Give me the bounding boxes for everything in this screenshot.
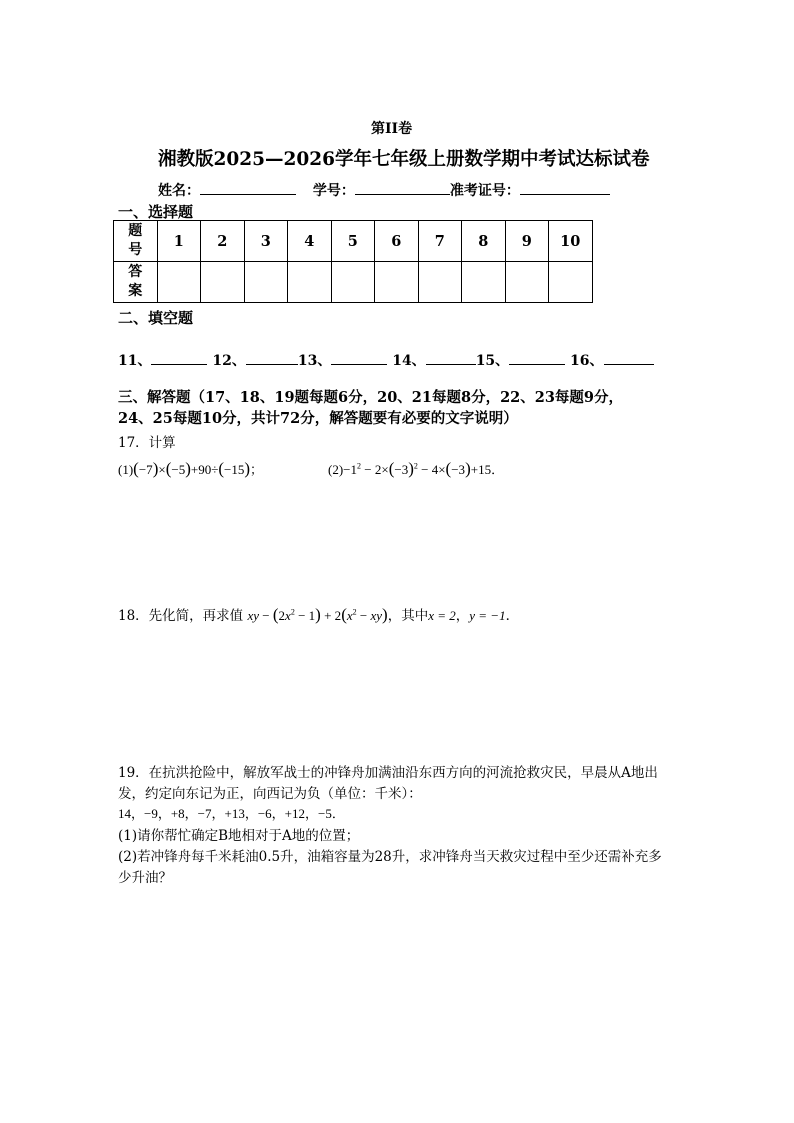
blank-field-11[interactable] (151, 350, 207, 365)
question-19-part-2-line-1: (2)若冲锋舟每千米耗油0.5升，油箱容量为28升，求冲锋舟当天救灾过程中至少还需补充多 (118, 849, 662, 865)
question-number-cell: 9 (505, 221, 549, 262)
question-18: 18．先化简，再求值 xy − $(2x^2 - 1) + 2(x^2 - xy)$，其中x = 2，y = −1． (118, 605, 520, 624)
question-19-line-2: 发，约定向东记为正，向西记为负（单位：千米）： (118, 786, 422, 802)
answer-cell[interactable] (505, 262, 549, 303)
question-17-label: 17．计算 (118, 435, 176, 451)
blank-field-12[interactable] (246, 350, 298, 365)
blank-label-15: 15、 (475, 353, 510, 369)
question-18-prefix: 18．先化简，再求值 (118, 608, 244, 624)
student-id-label: 学号： (312, 183, 355, 199)
blank-field-13[interactable] (331, 350, 387, 365)
blank-field-14[interactable] (426, 350, 476, 365)
ticket-label: 准考证号： (449, 183, 520, 199)
question-number-cell: 1 (157, 221, 201, 262)
section-2-title: 二、填空题 (118, 309, 194, 327)
x-value: x = 2 (428, 608, 456, 623)
answer-cell[interactable] (331, 262, 375, 303)
question-number-cell: 4 (288, 221, 332, 262)
question-number-cell: 6 (375, 221, 419, 262)
blank-label-14: 14、 (392, 353, 426, 369)
page-title: 湘教版2025—2026学年七年级上册数学期中考试达标试卷 (158, 149, 650, 170)
answer-cell[interactable] (375, 262, 419, 303)
blank-label-12: 12、 (212, 353, 246, 369)
volume-label: 第II卷 (371, 121, 413, 137)
answer-cell[interactable] (201, 262, 245, 303)
blank-label-13: 13、 (297, 353, 332, 369)
question-number-cell: 3 (244, 221, 288, 262)
section-3-title-line-2: 24、25每题10分，共计72分，解答题要有必要的文字说明） (118, 410, 518, 427)
name-label: 姓名： (158, 183, 200, 199)
table-row (114, 221, 593, 262)
answer-cell[interactable] (462, 262, 506, 303)
question-19-part-1: (1)请你帮忙确定B地相对于A地的位置； (118, 828, 360, 844)
question-19-line-1: 19．在抗洪抢险中，解放军战士的冲锋舟加满油沿东西方向的河流抢救灾民，早晨从A地出 (118, 765, 658, 781)
blank-label-11: 11、 (118, 353, 152, 369)
answer-cell[interactable] (157, 262, 201, 303)
table-row (114, 262, 593, 303)
y-value: y = −1 (469, 608, 506, 623)
question-number-cell: 7 (418, 221, 462, 262)
blank-label-16: 16、 (570, 353, 604, 369)
fill-blank-row (118, 350, 654, 370)
student-info-row (158, 180, 610, 200)
answer-cell[interactable] (549, 262, 593, 303)
answer-cell[interactable] (418, 262, 462, 303)
question-19-data: 14，−9，+8，−7，+13，−6，+12，−5． (118, 806, 345, 821)
question-17-part-2: $(2)-1^2 - 2\times(-3)^2 - 4\times(-3)+15$． (328, 459, 505, 478)
question-number-header: 题号 (114, 221, 158, 262)
question-number-cell: 5 (331, 221, 375, 262)
question-18-expression: xy − $(2x^2 - 1) + 2(x^2 - xy)$ (247, 605, 388, 624)
question-18-where: ，其中 (387, 608, 429, 624)
answer-cell[interactable] (244, 262, 288, 303)
answer-table (113, 220, 593, 303)
student-id-field[interactable] (355, 180, 450, 195)
section-1-title: 一、选择题 (118, 203, 194, 221)
answer-header: 答案 (114, 262, 158, 303)
answer-cell[interactable] (288, 262, 332, 303)
question-17-part-1: (1)(−7)×(−5)+90÷(−15)； (118, 459, 264, 478)
question-19-part-2-line-2: 少升油？ (118, 870, 172, 886)
question-number-cell: 2 (201, 221, 245, 262)
question-number-cell: 10 (549, 221, 593, 262)
section-3-title-line-1: 三、解答题（17、18、19题每题6分，20、21每题8分，22、23每题9分， (118, 389, 624, 406)
ticket-field[interactable] (520, 180, 610, 195)
part-2-label: (2) (328, 462, 344, 477)
blank-field-16[interactable] (604, 350, 654, 365)
blank-field-15[interactable] (509, 350, 565, 365)
part-1-label: (1) (118, 462, 134, 477)
question-number-cell: 8 (462, 221, 506, 262)
name-field[interactable] (200, 180, 296, 195)
